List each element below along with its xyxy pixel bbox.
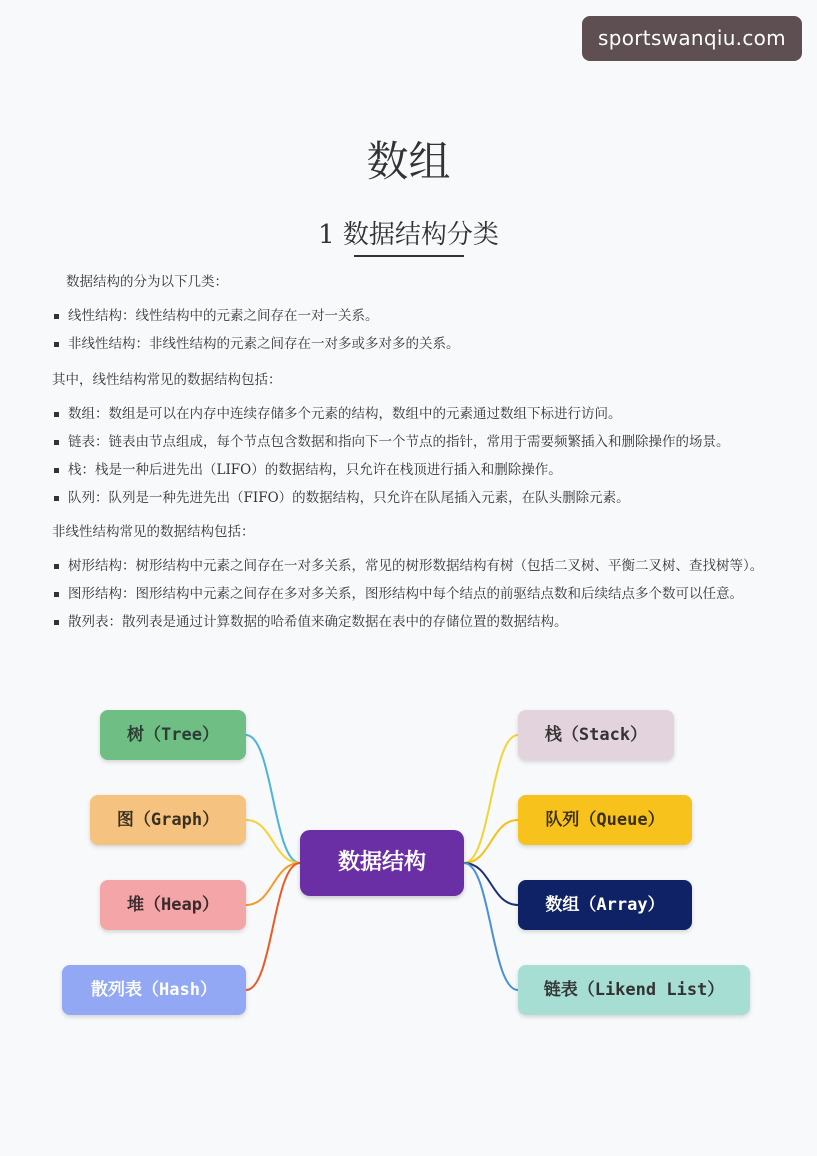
nonlinear-list	[52, 556, 772, 632]
list-item: 线性结构：线性结构中的元素之间存在一对一关系。	[52, 306, 772, 326]
category-list	[52, 306, 772, 354]
list-item: 栈：栈是一种后进先出（LIFO）的数据结构，只允许在栈顶进行插入和删除操作。	[52, 460, 772, 480]
mindmap-node-right-1: 队列（Queue）	[518, 795, 692, 845]
mindmap-connector-right-1	[464, 820, 518, 863]
mindmap-connector-left-1	[246, 820, 300, 863]
list-item: 树形结构：树形结构中元素之间存在一对多关系，常见的树形数据结构有树（包括二叉树、平衡二叉树、查找树等）。	[52, 556, 772, 576]
mindmap-connector-right-2	[464, 863, 518, 905]
nonlinear-intro-text: 非线性结构常见的数据结构包括：	[52, 524, 255, 540]
page-title: 数组	[366, 137, 451, 186]
section-heading-underline	[354, 255, 464, 257]
mindmap-center-node: 数据结构	[300, 830, 464, 896]
list-item: 图形结构：图形结构中元素之间存在多对多关系，图形结构中每个结点的前驱结点数和后续结点多个数可以任意。	[52, 584, 772, 604]
list-item: 非线性结构：非线性结构的元素之间存在一对多或多对多的关系。	[52, 334, 772, 354]
list-item: 散列表：散列表是通过计算数据的哈希值来确定数据在表中的存储位置的数据结构。	[52, 612, 772, 632]
list-item: 队列：队列是一种先进先出（FIFO）的数据结构，只允许在队尾插入元素，在队头删除元素。	[52, 488, 772, 508]
section-heading: 1 数据结构分类	[318, 220, 499, 250]
mindmap-connector-right-3	[464, 863, 518, 990]
mindmap-node-right-2: 数组（Array）	[518, 880, 692, 930]
mindmap-connector-left-0	[246, 735, 300, 863]
list-item: 数组：数组是可以在内存中连续存储多个元素的结构，数组中的元素通过数组下标进行访问。	[52, 404, 772, 424]
linear-intro-text: 其中，线性结构常见的数据结构包括：	[52, 372, 282, 388]
mindmap-node-left-0: 树（Tree）	[100, 710, 246, 760]
intro-text: 数据结构的分为以下几类：	[66, 274, 228, 290]
mindmap-node-right-0: 栈（Stack）	[518, 710, 674, 760]
mindmap-connector-right-0	[464, 735, 518, 863]
mindmap-connector-left-3	[246, 863, 300, 990]
linear-list	[52, 404, 772, 508]
data-structure-mindmap	[40, 690, 780, 1040]
mindmap-node-right-3: 链表（Likend List）	[518, 965, 750, 1015]
mindmap-node-left-2: 堆（Heap）	[100, 880, 246, 930]
mindmap-connector-left-2	[246, 863, 300, 905]
list-item: 链表：链表由节点组成，每个节点包含数据和指向下一个节点的指针，常用于需要频繁插入和删除操作的场景。	[52, 432, 772, 452]
mindmap-node-left-3: 散列表（Hash）	[62, 965, 246, 1015]
watermark-badge: sportswanqiu.com	[582, 16, 802, 61]
mindmap-node-left-1: 图（Graph）	[90, 795, 246, 845]
